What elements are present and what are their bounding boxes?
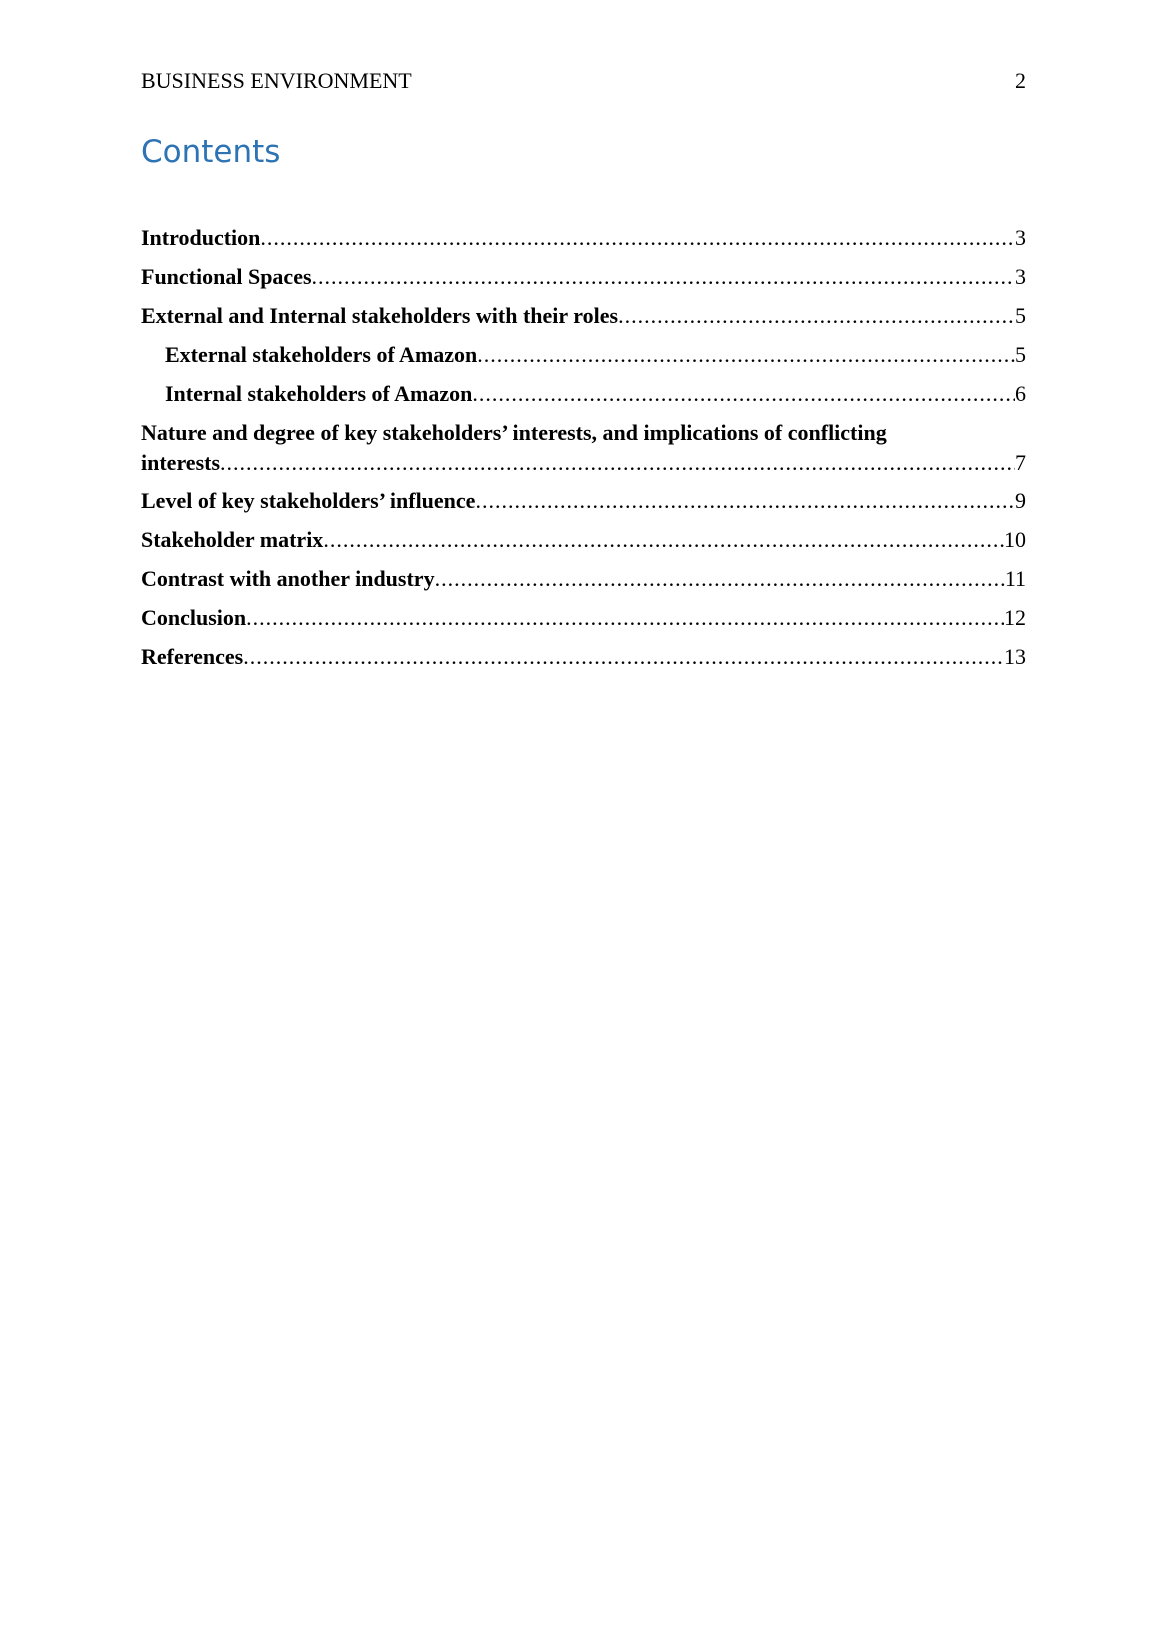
toc-entry-page: 13 [1004,644,1026,669]
toc-entry-contrast-industry[interactable] [141,564,1026,603]
toc-entry-page: 9 [1015,488,1026,513]
toc-dot-leader [477,340,1015,370]
toc-dot-leader [220,448,1015,478]
toc-entry-label: Contrast with another industry [141,566,435,591]
toc-entry-internal-stakeholders[interactable] [141,379,1026,418]
toc-entry-stakeholder-matrix[interactable] [141,525,1026,564]
toc-entry-label: Conclusion [141,605,247,630]
toc-entry-external-internal-stakeholders[interactable] [141,301,1026,340]
toc-dot-leader [243,642,1004,672]
toc-entry-nature-degree-interests[interactable] [141,418,1026,486]
toc-entry-page: 5 [1015,303,1026,328]
toc-entry-page: 3 [1015,225,1026,250]
toc-entry-introduction[interactable] [141,223,1026,262]
toc-entry-conclusion[interactable] [141,603,1026,642]
toc-dot-leader [312,262,1015,292]
page-header [141,68,1026,98]
contents-heading: Contents [141,134,281,170]
toc-entry-functional-spaces[interactable] [141,262,1026,301]
running-title: BUSINESS ENVIRONMENT [141,68,412,93]
toc-entry-label: Introduction [141,225,261,250]
toc-dot-leader [435,564,1005,594]
toc-dot-leader [472,379,1015,409]
toc-entry-page: 10 [1004,527,1026,552]
toc-entry-external-stakeholders[interactable] [141,340,1026,379]
toc-entry-page: 11 [1004,566,1026,591]
toc-entry-page: 12 [1004,605,1026,630]
toc-entry-label-line1: Nature and degree of key stakeholders’ interests, and implications of conflicting [141,420,887,445]
toc-entry-label-line2: interests [141,450,221,475]
toc-entry-references[interactable] [141,642,1026,681]
toc-entry-label: External and Internal stakeholders with their roles [141,303,619,328]
toc-entry-label: Level of key stakeholders’ influence [141,488,476,513]
toc-entry-label: Functional Spaces [141,264,312,289]
table-of-contents [141,223,1026,681]
toc-dot-leader [323,525,1004,555]
toc-entry-stakeholders-influence[interactable] [141,486,1026,525]
page-number: 2 [1015,68,1026,93]
toc-dot-leader [246,603,1004,633]
toc-entry-page: 6 [1015,381,1026,406]
toc-entry-page: 5 [1015,342,1026,367]
toc-entry-page: 3 [1015,264,1026,289]
toc-entry-label: Stakeholder matrix [141,527,324,552]
toc-entry-page: 7 [1015,450,1026,475]
toc-entry-second-line [141,448,1026,478]
toc-dot-leader [475,486,1015,516]
toc-entry-label: References [141,644,244,669]
toc-dot-leader [260,223,1015,253]
toc-entry-label: Internal stakeholders of Amazon [165,381,473,406]
toc-entry-label: External stakeholders of Amazon [165,342,478,367]
toc-dot-leader [618,301,1015,331]
